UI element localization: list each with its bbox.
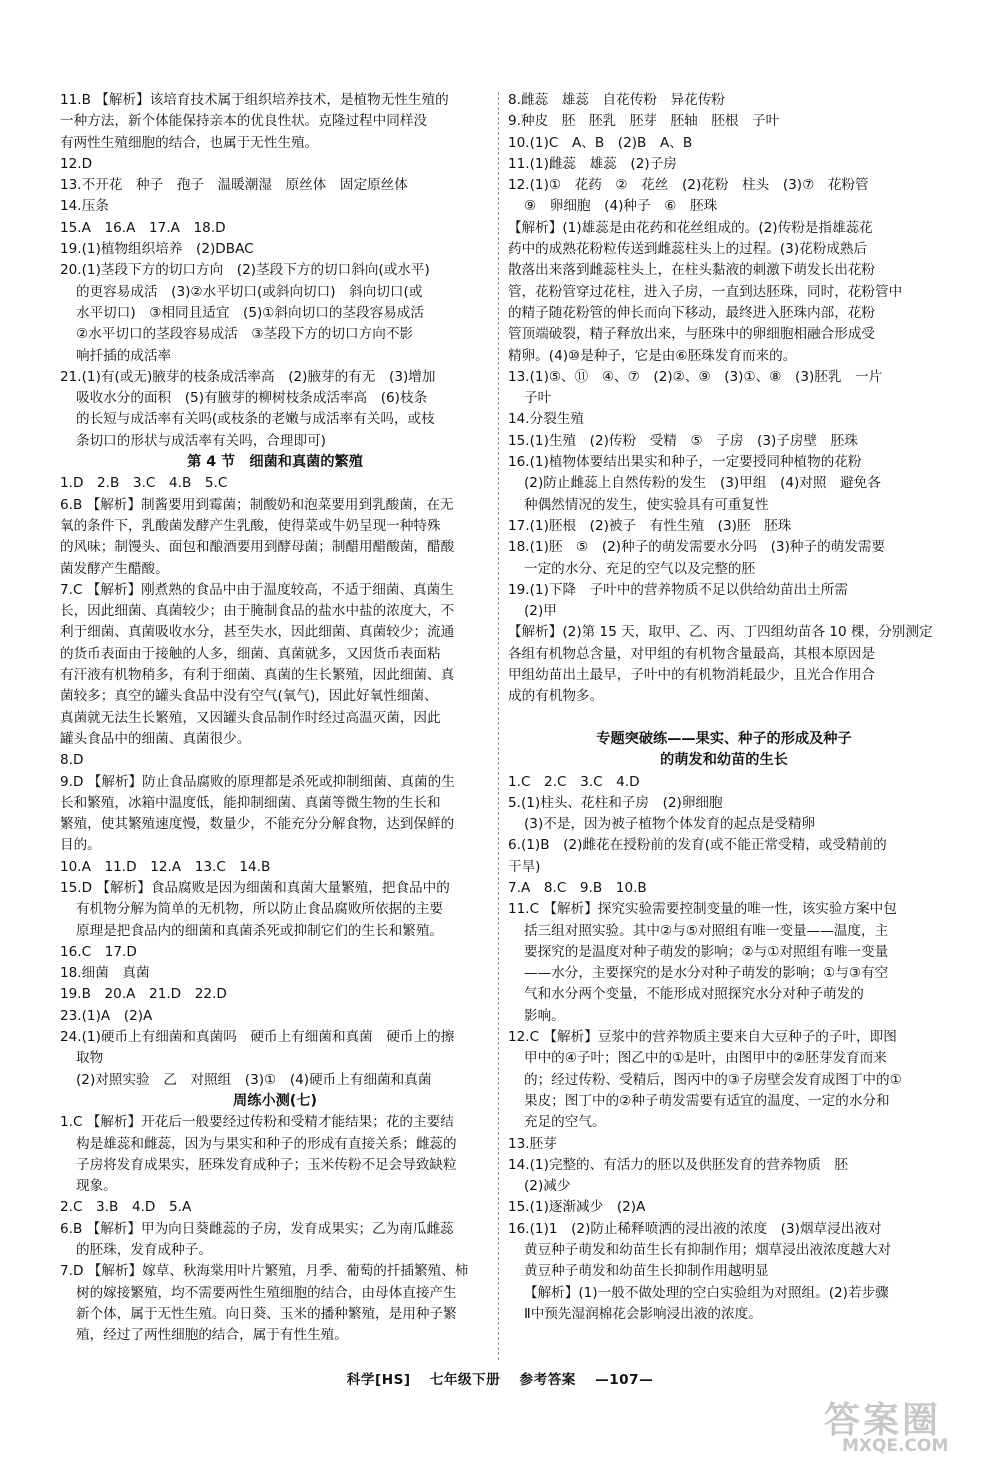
answer-line: 菌较多；真空的罐头食品中没有空气(氧气)，因此好氧性细菌、 [60,688,438,705]
answer-line: 响扦插的成活率 [76,347,172,364]
answer-line: 干旱) [508,858,541,875]
column-divider [498,92,499,1360]
answer-line: 现象。 [76,1178,117,1195]
answer-line: 种偶然情况的发生，使实验具有可重复性 [524,496,769,513]
answer-line: (2)甲 [524,603,557,620]
answer-line: 要探究的是温度对种子萌发的影响；②与①对照组有唯一变量 [524,943,889,960]
answer-line: 有汗液有机物稍多，有利于细菌、真菌的生长繁殖，因此细菌、真 [60,667,455,684]
answer-line: (2)防止雌蕊上自然传粉的发生 (3)甲组 (4)对照 避免各 [524,475,881,492]
answer-line: 真菌就无法生长繁殖，又因罐头食品制作时经过高温灭菌，因此 [60,709,441,726]
answer-line: 7.A 8.C 9.B 10.B [508,879,647,896]
answer-line: 13.(1)⑤、⑪ ④、⑦ (2)②、⑨ (3)①、⑧ (3)胚乳 一片 [508,368,883,385]
answer-line: 利于细菌、真菌吸收水分，甚至失水，因此细菌、真菌较少；流通 [60,624,455,641]
answer-line: 长，因此细菌、真菌较少；由于腌制食品的盐水中盐的浓度大，不 [60,603,455,620]
answer-line: 【解析】(1)一般不做处理的空白实验组为对照组。(2)若步骤 [524,1284,889,1301]
footer-subject: 科学[HS] [346,1372,411,1388]
answer-line: 14.(1)完整的、有活力的胚以及供胚发育的营养物质 胚 [508,1156,848,1173]
answer-line: 子叶 [524,390,552,407]
answer-line: 7.D 【解析】嫁草、秋海棠用叶片繁殖，月季、葡萄的扦插繁殖、柿 [60,1263,469,1280]
answer-line: 14.压条 [60,198,109,215]
answer-line: 21.(1)有(或无)腋芽的枝条成活率高 (2)腋芽的有无 (3)增加 [60,368,436,385]
answer-line: 1.C 【解析】开花后一般要经过传粉和受精才能结果；花的主要结 [60,1114,454,1131]
watermark-text: 答案圈 [824,1400,942,1441]
answer-line: 括三组对照实验。其中②与⑤对照组有唯一变量——温度，主 [524,922,889,939]
answer-line: 9.种皮 胚 胚乳 胚芽 胚轴 胚根 子叶 [508,113,780,130]
answer-line: 罐头食品中的细菌、真菌很少。 [60,730,251,747]
answer-line: 菌发酵产生醋酸。 [60,560,169,577]
answer-line: 一定的水分、充足的空气以及完整的胚 [524,560,756,577]
answer-line: 精卵。(4)⑩是种子，它是由⑥胚珠发育而来的。 [508,347,797,364]
footer-grade: 七年级下册 [429,1372,501,1388]
answer-line: 的长短与成活率有关吗(或枝条的老嫩与成活率有关吗，或枝 [76,411,435,428]
answer-line: 18.(1)胚 ⑤ (2)种子的萌发需要水分吗 (3)种子的萌发需要 [508,539,886,556]
answer-line: 11.(1)雌蕊 雄蕊 (2)子房 [508,155,677,172]
answer-line: 8.D [60,752,84,769]
answer-line: 6.B 【解析】甲为向日葵雌蕊的子房，发育成果实；乙为南瓜雌蕊 [60,1220,454,1237]
answer-line: 管顶端破裂，精子释放出来，与胚珠中的卵细胞相融合形成受 [508,326,876,343]
section-heading: 周练小测(七) [233,1092,317,1109]
answer-line: 【解析】(2)第 15 天，取甲、乙、丙、丁四组幼苗各 10 棵，分别测定 [508,624,933,641]
answer-line: 15.A 16.A 17.A 18.D [60,219,226,236]
answer-line: 子房将发育成果实，胚珠发育成种子；玉米传粉不足会导致缺粒 [76,1156,457,1173]
answer-line: 13.不开花 种子 孢子 温暖潮湿 原丝体 固定原丝体 [60,177,408,194]
answer-line: (2)减少 [524,1178,571,1195]
answer-line: (3)不是，因为被子植物个体发育的起点是受精卵 [524,816,816,833]
answer-line: 甲组幼苗出土最早，子叶中的有机物消耗最少，且光合作用合 [508,667,876,684]
answer-line: 条切口的形状与成活率有关吗，合理即可) [76,432,326,449]
answer-line: 药中的成熟花粉粒传送到雌蕊柱头上的过程。(3)花粉成熟后 [508,241,868,258]
answer-line: 殖，经过了两性细胞的结合，属于有性生殖。 [76,1327,348,1344]
section-heading: 第 4 节 细菌和真菌的繁殖 [187,454,363,471]
answer-line: 影响。 [524,1007,565,1024]
answer-line: 6.(1)B (2)雌花在授粉前的发育(或不能正常受精，或受精前的 [508,837,887,854]
answer-line: 11.C 【解析】探究实验需要控制变量的唯一性，该实验方案中包 [508,901,897,918]
answer-line: 的；经过传粉、受精后，图丙中的③子房壁会发育成图丁中的① [524,1071,902,1088]
left-column [60,90,490,1347]
answer-line: 原理是把食品内的细菌和真菌杀死或抑制它们的生长和繁殖。 [76,922,444,939]
page-footer [0,1368,1000,1388]
answer-line: 1.D 2.B 3.C 4.B 5.C [60,475,228,492]
answer-line: 吸收水分的面积 (5)有腋芽的柳树枝条成活率高 (6)枝条 [76,390,428,407]
answer-line: 目的。 [60,837,101,854]
answer-line: 黄豆种子萌发和幼苗生长抑制作用越明显 [524,1263,769,1280]
answer-line: 的胚珠，发育成种子。 [76,1242,212,1259]
answer-line: 构是雄蕊和雌蕊，因为与果实和种子的形成有直接关系；雌蕊的 [76,1135,457,1152]
answer-line: 19.B 20.A 21.D 22.D [60,986,227,1003]
answer-line [508,708,940,729]
answer-line: 17.(1)胚根 (2)被子 有性生殖 (3)胚 胚珠 [508,517,792,534]
answer-line: 气和水分两个变量，不能形成对照探究水分对种子萌发的 [524,986,864,1003]
answer-line: 9.D 【解析】防止食品腐败的原理都是杀死或抑制细菌、真菌的生 [60,773,455,790]
answer-line: 6.B 【解析】制酱要用到霉菌；制酸奶和泡菜要用到乳酸菌，在无 [60,496,454,513]
answer-line: 树的嫁接繁殖，均不需要两性生殖细胞的结合，由母体直接产生 [76,1284,457,1301]
answer-line: 15.(1)生殖 (2)传粉 受精 ⑤ 子房 (3)子房壁 胚珠 [508,432,858,449]
watermark-url: MXQE.COM [842,1436,949,1456]
answer-line: 新个体，属于无性生殖。向日葵、玉米的播种繁殖，是用种子繁 [76,1305,457,1322]
answer-line: 14.分裂生殖 [508,411,584,428]
answer-line: 果皮；图丁中的②种子萌发需要有适宜的温度、一定的水分和 [524,1092,890,1109]
section-heading: 的萌发和幼苗的生长 [660,752,788,769]
answer-line: 12.C 【解析】豆浆中的营养物质主要来自大豆种子的子叶，即图 [508,1029,897,1046]
answer-line: 23.(1)A (2)A [60,1007,153,1024]
watermark-logo [806,1392,992,1460]
answer-line: 的更容易成活 (3)②水平切口(或斜向切口) 斜向切口(或 [76,283,423,300]
answer-line: Ⅱ中预先湿润棉花会影响浸出液的浓度。 [524,1305,762,1322]
answer-line: 有两性生殖细胞的结合，也属于无性生殖。 [60,134,319,151]
answer-line: 20.(1)茎段下方的切口方向 (2)茎段下方的切口斜向(或水平) [60,262,430,279]
answer-line: 氧的条件下，乳酸菌发酵产生乳酸，使得菜或牛奶呈现一种特殊 [60,517,441,534]
answer-line: 有机物分解为简单的无机物，所以防止食品腐败所依据的主要 [76,901,444,918]
answer-line: 管，花粉管穿过花柱，进入子房，一直到达胚珠，同时，花粉管中 [508,283,903,300]
answer-line: 的风味；制馒头、面包和酿酒要用到酵母菌；制醋用醋酸菌，醋酸 [60,539,455,556]
answer-line: 1.C 2.C 3.C 4.D [508,773,640,790]
answer-line: 13.胚芽 [508,1135,557,1152]
answer-line: 18.细菌 真菌 [60,965,150,982]
answer-line: ⑨ 卵细胞 (4)种子 ⑥ 胚珠 [524,198,718,215]
answer-line: 各组有机物总含量，对甲组的有机物含量最高，其根本原因是 [508,645,876,662]
answer-line: 5.(1)柱头、花柱和子房 (2)卵细胞 [508,794,723,811]
answer-line: 水平切口) ③相同且适宜 (5)①斜向切口的茎段容易成活 [76,304,424,321]
answer-line: ②水平切口的茎段容易成活 ③茎段下方的切口方向不影 [76,326,414,343]
page-number: —107— [595,1372,654,1388]
answer-line: 12.D [60,155,93,172]
answer-line: 8.雌蕊 雄蕊 自花传粉 异花传粉 [508,92,725,108]
answer-line: 15.D 【解析】食品腐败是因为细菌和真菌大量繁殖，把食品中的 [60,879,450,896]
answer-line: 19.(1)下降 子叶中的营养物质不足以供给幼苗出土所需 [508,581,848,598]
right-column [508,90,940,1325]
answer-line: 成的有机物多。 [508,688,604,705]
answer-line: 2.C 3.B 4.D 5.A [60,1199,192,1216]
answer-line: 10.A 11.D 12.A 13.C 14.B [60,858,271,875]
answer-line: 12.(1)① 花药 ② 花丝 (2)花粉 柱头 (3)⑦ 花粉管 [508,177,869,194]
footer-section: 参考答案 [519,1372,576,1388]
answer-line: (2)对照实验 乙 对照组 (3)① (4)硬币上有细菌和真菌 [76,1071,432,1088]
answer-line: 充足的空气。 [524,1114,606,1131]
answer-line: 24.(1)硬币上有细菌和真菌吗 硬币上有细菌和真菌 硬币上的擦 [60,1029,455,1046]
answer-line: 一种方法，新个体能保持亲本的优良性状。克隆过程中同样没 [60,113,428,130]
answer-line: 长和繁殖，冰箱中温度低，能抑制细菌、真菌等微生物的生长和 [60,794,441,811]
answer-line: 16.C 17.D [60,943,137,960]
answer-line: 7.C 【解析】刚煮熟的食品中由于温度较高，不适于细菌、真菌生 [60,581,454,598]
answer-line: 16.(1)1 (2)防止稀释喷洒的浸出液的浓度 (3)烟草浸出液对 [508,1220,882,1237]
answer-line: 甲中的④子叶；图乙中的①是叶，由图甲中的②胚芽发育而来 [524,1050,887,1067]
answer-line: 11.B 【解析】该培育技术属于组织培养技术，是植物无性生殖的 [60,92,449,108]
answer-line: 【解析】(1)雄蕊是由花药和花丝组成的。(2)传粉是指雄蕊花 [508,219,873,236]
section-heading: 专题突破练——果实、种子的形成及种子 [596,730,852,747]
answer-line: 取物 [76,1050,104,1067]
answer-line: 散落出来落到雌蕊柱头上，在柱头黏液的刺激下萌发长出花粉 [508,262,876,279]
answer-line: 的精子随花粉管的伸长而向下移动，最终进入胚珠内部，花粉 [508,304,876,321]
answer-line: 16.(1)植物体要结出果实和种子，一定要授同种植物的花粉 [508,454,862,471]
answer-line: 黄豆种子萌发和幼苗生长有抑制作用；烟草浸出液浓度越大对 [524,1242,892,1259]
answer-line: 10.(1)C A、B (2)B A、B [508,134,693,151]
answer-line: 繁殖，使其繁殖速度慢，数量少，不能充分分解食物，达到保鲜的 [60,816,455,833]
answer-line: 19.(1)植物组织培养 (2)DBAC [60,241,254,258]
answer-line: 15.(1)逐渐减少 (2)A [508,1199,646,1216]
answer-line: ——水分，主要探究的是水分对种子萌发的影响；①与③有空 [524,965,889,982]
answer-line: 的货币表面由于接触的人多，细菌、真菌就多，又因货币表面粘 [60,645,441,662]
